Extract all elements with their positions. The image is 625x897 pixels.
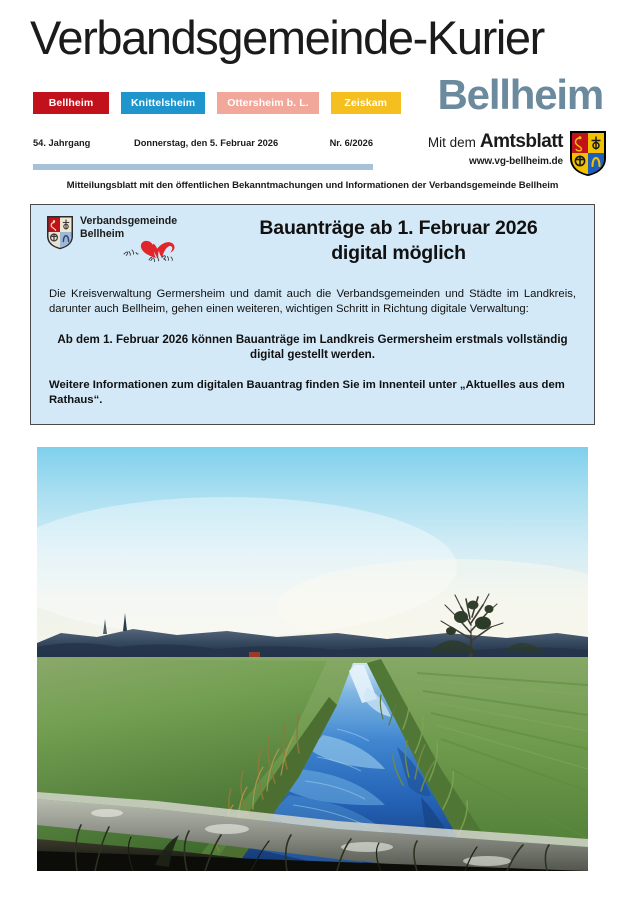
announcement-body [31,287,594,408]
masthead [0,0,625,200]
announcement-title-line-2: digital möglich [331,241,466,264]
coat-of-arms-icon [569,130,607,177]
municipality-tag-bellheim[interactable]: Bellheim [33,92,109,114]
volume-label: 54. Jahrgang [33,138,91,148]
announcement-paragraph-intro: Die Kreisverwaltung Germersheim und damit auch die Verbandsgemeinden und Städte im Landkreis, darunter auch Bellheim, gehen einen weiteren, wichtigen Schritt in Richtung digitale Verwaltung: [49,288,576,315]
heart-logo-icon [119,235,193,265]
amtsblatt-block [428,130,607,177]
bellheim-wordmark: Bellheim [437,71,603,118]
municipality-tag-zeiskam[interactable]: Zeiskam [331,92,401,114]
amtsblatt-headline [428,132,563,153]
municipality-tag-knittelsheim[interactable]: Knittelsheim [121,92,205,114]
page-title: Verbandsgemeinde-Kurier [30,11,544,64]
cover-photo [37,447,588,871]
announcement-paragraph-highlight: Ab dem 1. Februar 2026 können Bauanträge im Landkreis Germersheim erstmals vollständig digital gestellt werden. [57,332,568,362]
website-url[interactable]: www.vg-bellheim.de [469,155,563,167]
amtsblatt-text [428,130,563,167]
announcement-title [221,216,576,265]
municipality-tag-list [33,92,401,114]
coat-of-arms-small-icon [46,215,74,250]
vg-logo-line-1: Verbandsgemeinde [80,215,178,227]
announcement-box [30,204,595,425]
announcement-paragraph-more-info: Weitere Informationen zum digitalen Bauantrag finden Sie im Innenteil unter „Aktuelles aus dem Rathaus“. [49,379,565,406]
amtsblatt-prefix-label: Mit dem [427,135,476,150]
amtsblatt-word-label: Amtsblatt [479,131,563,152]
municipality-tag-ottersheim[interactable]: Ottersheim b. L. [217,92,319,114]
publication-subtitle: Mitteilungsblatt mit den öffentlichen Bekanntmachungen und Informationen der Verbandsgemeinde Bellheim [66,180,559,191]
issue-date: Donnerstag, den 5. Februar 2026 [134,138,279,148]
cover-photo-image [37,447,588,871]
masthead-divider-rule [33,164,373,170]
issue-number: Nr. 6/2026 [329,138,373,148]
issue-dateline [33,138,373,152]
announcement-title-line-1: Bauanträge ab 1. Februar 2026 [259,217,538,239]
vg-logo-line-2: Bellheim [80,227,125,240]
announcement-header [31,205,594,277]
